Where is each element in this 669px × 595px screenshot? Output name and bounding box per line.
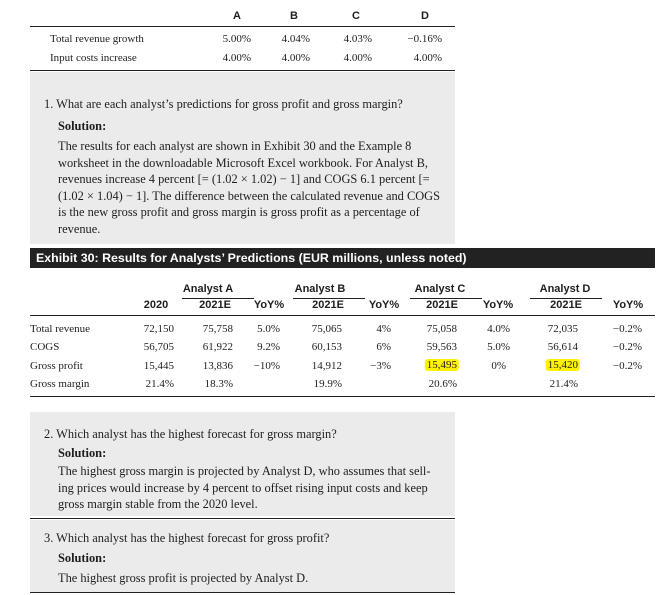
table-cell: −0.16%: [407, 33, 442, 45]
table-cell: −0.2%: [612, 341, 642, 353]
question-1-text: 1. What are each analyst’s predictions for gross profit and gross margin?: [44, 97, 403, 111]
row-label: Total revenue growth: [50, 33, 144, 45]
solution-line: gross margin stable from the 2020 level.: [58, 497, 258, 512]
table-cell: −3%: [370, 360, 391, 372]
group-header-analyst-a: Analyst A: [182, 283, 234, 295]
solution-line: The results for each analyst are shown in Exhibit 30 and the Example 8: [58, 139, 412, 153]
solution-line: The highest gross profit is projected by Analyst D.: [58, 571, 309, 585]
highlighted-cell-analyst-c-gross-profit: 15,495: [426, 359, 457, 371]
table-cell: 4%: [376, 323, 391, 335]
solution-2-label: Solution:: [58, 446, 107, 460]
table-cell: 5.0%: [487, 341, 510, 353]
table-cell: 4.04%: [281, 33, 310, 45]
solution-line: revenue.: [58, 221, 101, 236]
row-label: Total revenue: [30, 323, 91, 335]
table-header-rule: [30, 26, 455, 27]
table-cell: 14,912: [311, 360, 342, 372]
row-label: Gross margin: [30, 378, 90, 390]
solution-3-body: [58, 570, 453, 587]
table-cell: −0.2%: [612, 360, 642, 372]
table-cell: 75,758: [202, 323, 233, 335]
sub-header: 2021E: [426, 299, 458, 311]
sub-header: 2021E: [312, 299, 344, 311]
solution-2-body: [58, 463, 453, 513]
question-3-text: 3. Which analyst has the highest forecast for gross profit?: [44, 531, 330, 545]
table-cell: 6%: [376, 341, 391, 353]
question-2-divider: [30, 518, 455, 519]
table-cell: 4.0%: [487, 323, 510, 335]
group-rule: [530, 298, 602, 299]
table-cell: 21.4%: [549, 378, 578, 390]
growth-assumptions-table: [30, 0, 455, 72]
solution-line: is the new gross profit and gross margin is gross profit as a percentage of: [58, 205, 420, 220]
table-cell: 15,445: [143, 360, 174, 372]
table-cell: 13,836: [202, 360, 233, 372]
sub-header: YoY%: [612, 299, 644, 311]
question-2-text: 2. Which analyst has the highest forecast for gross margin?: [44, 427, 337, 441]
table-cell: 61,922: [202, 341, 233, 353]
column-header-a: A: [233, 10, 241, 22]
solution-line: worksheet in the downloadable Microsoft Excel workbook. For Analyst B,: [58, 155, 428, 170]
table-cell: 72,150: [143, 323, 174, 335]
table-cell: 4.03%: [343, 33, 372, 45]
sub-header: 2021E: [199, 299, 231, 311]
table-cell: 72,035: [547, 323, 578, 335]
row-label: Input costs increase: [50, 52, 137, 64]
sub-header: YoY%: [253, 299, 285, 311]
table-cell: 75,058: [426, 323, 457, 335]
table-cell: 56,705: [143, 341, 174, 353]
solution-3-label: Solution:: [58, 551, 107, 565]
table-cell: 75,065: [311, 323, 342, 335]
table-cell: 4.00%: [281, 52, 310, 64]
table-cell: 4.00%: [222, 52, 251, 64]
table-cell: 56,614: [547, 341, 578, 353]
solution-line: (1.02 × 1.04) − 1]. The difference between the calculated revenue and COGS: [58, 188, 440, 203]
solution-1-body: [58, 138, 453, 238]
table-cell: −10%: [253, 360, 280, 372]
table-cell: 21.4%: [145, 378, 174, 390]
row-label: Gross profit: [30, 360, 83, 372]
question-3-bottom-rule: [30, 592, 455, 593]
exhibit-bottom-rule: [30, 396, 655, 397]
table-cell: 18.3%: [204, 378, 233, 390]
table-cell: 5.0%: [257, 323, 280, 335]
sub-header: 2021E: [550, 299, 582, 311]
group-header-analyst-c: Analyst C: [414, 283, 466, 295]
sub-header: 2020: [143, 299, 169, 311]
table-cell: 59,563: [426, 341, 457, 353]
table-cell: 9.2%: [257, 341, 280, 353]
group-header-analyst-b: Analyst B: [294, 283, 346, 295]
exhibit-table: [30, 268, 655, 398]
solution-1-label: Solution:: [58, 119, 107, 133]
solution-line: The highest gross margin is projected by Analyst D, who assumes that sell-: [58, 464, 431, 478]
table-cell: 60,153: [311, 341, 342, 353]
group-header-analyst-d: Analyst D: [539, 283, 591, 295]
table-cell: 5.00%: [222, 33, 251, 45]
table-cell: 20.6%: [428, 378, 457, 390]
solution-line: ing prices would increase by 4 percent to offset rising input costs and keep: [58, 480, 428, 495]
sub-header: YoY%: [482, 299, 514, 311]
group-rule: [182, 298, 254, 299]
exhibit-title-bar: Exhibit 30: Results for Analysts’ Predictions (EUR millions, unless noted): [30, 248, 655, 268]
column-header-c: C: [352, 10, 360, 22]
sub-header: YoY%: [368, 299, 400, 311]
column-header-d: D: [421, 10, 429, 22]
table-bottom-rule: [30, 70, 455, 71]
highlighted-cell-analyst-d-gross-profit: 15,420: [547, 359, 578, 371]
table-cell: 19.9%: [313, 378, 342, 390]
exhibit-header-rule: [30, 315, 655, 316]
table-cell: −0.2%: [612, 323, 642, 335]
group-rule: [410, 298, 482, 299]
solution-line: revenues increase 4 percent [= (1.02 × 1.02) − 1] and COGS 6.1 percent [=: [58, 172, 430, 187]
row-label: COGS: [30, 341, 60, 353]
group-rule: [293, 298, 365, 299]
table-cell: 4.00%: [413, 52, 442, 64]
table-cell: 4.00%: [343, 52, 372, 64]
column-header-b: B: [290, 10, 298, 22]
table-cell: 0%: [491, 360, 506, 372]
